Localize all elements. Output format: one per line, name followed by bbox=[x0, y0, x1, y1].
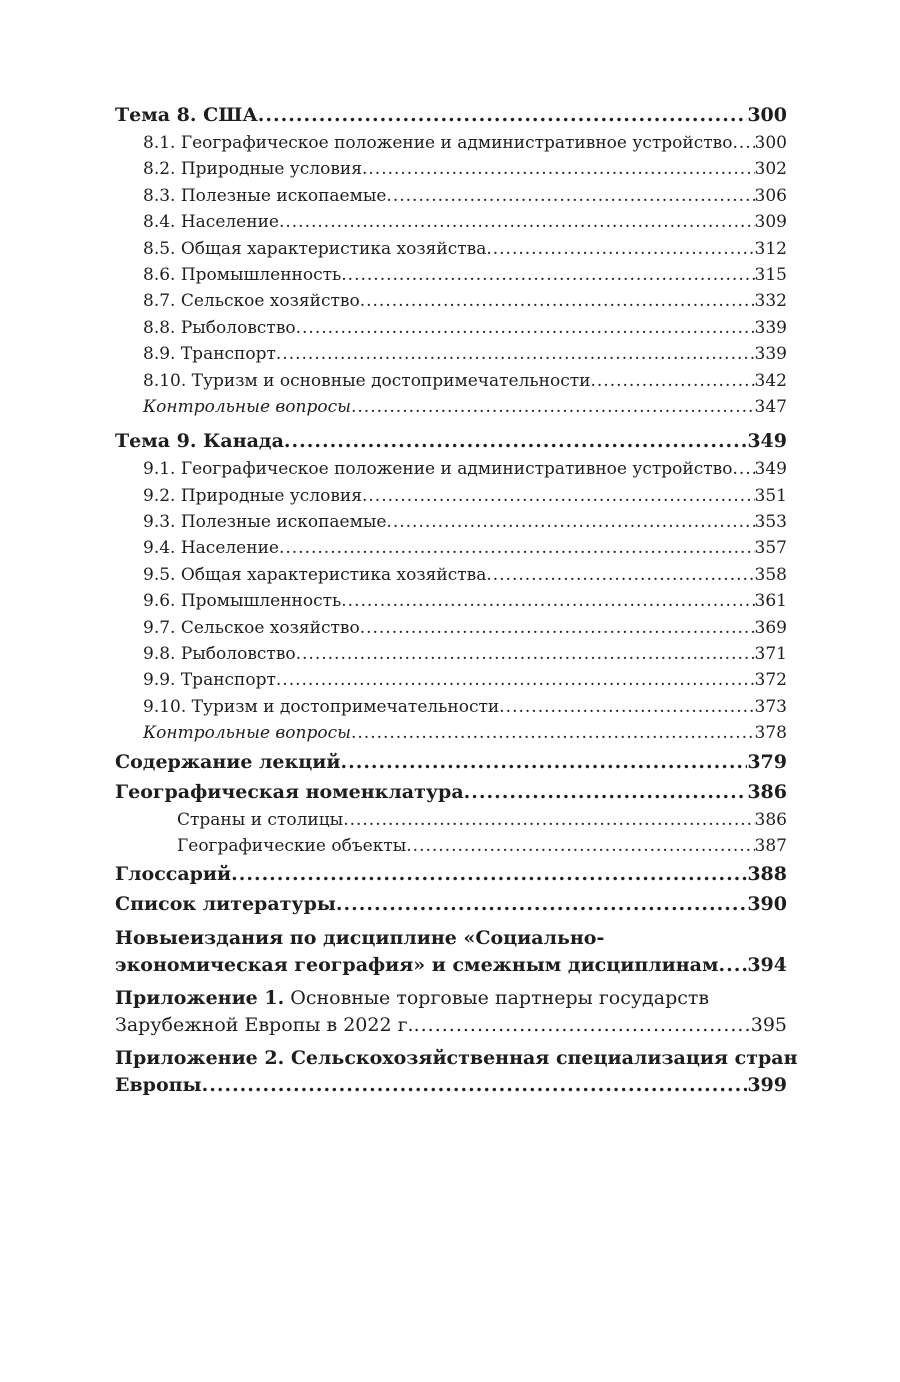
dot-leader bbox=[231, 859, 747, 889]
dot-leader bbox=[258, 100, 748, 130]
dot-leader bbox=[718, 952, 747, 979]
entry-title: Тема 9. Канада bbox=[115, 430, 284, 453]
toc-entry-new-editions[interactable] bbox=[115, 925, 787, 979]
dot-leader bbox=[279, 535, 755, 561]
toc-entry[interactable] bbox=[115, 509, 787, 535]
toc-entry[interactable] bbox=[115, 288, 787, 314]
entry-title: Контрольные вопросы bbox=[143, 723, 351, 744]
toc-entry[interactable] bbox=[115, 807, 787, 833]
entry-page: 388 bbox=[747, 863, 787, 886]
entry-title: Список литературы bbox=[115, 893, 336, 916]
toc-entry[interactable] bbox=[115, 562, 787, 588]
entry-page: 386 bbox=[747, 780, 787, 803]
entry-page: 379 bbox=[747, 750, 787, 773]
entry-title: 9.10. Туризм и достопримечательности bbox=[143, 696, 500, 717]
entry-page: 347 bbox=[754, 396, 787, 417]
toc-entry-topic-9[interactable] bbox=[115, 426, 787, 456]
entry-title: Тема 8. США bbox=[115, 104, 258, 126]
entry-title: 8.4. Население bbox=[143, 212, 279, 233]
dot-leader bbox=[590, 368, 754, 394]
toc-entry-topic-8[interactable] bbox=[115, 100, 787, 130]
toc-entry-glossary[interactable] bbox=[115, 859, 787, 889]
entry-title: 8.8. Рыболовство bbox=[143, 317, 296, 338]
toc-entry-review-questions[interactable] bbox=[115, 394, 787, 420]
toc-entry[interactable] bbox=[115, 236, 787, 262]
dot-leader bbox=[499, 694, 754, 720]
entry-title: 9.1. Географическое положение и административное устройство bbox=[143, 459, 733, 480]
entry-page: 387 bbox=[754, 835, 787, 856]
toc-entry-lectures[interactable] bbox=[115, 747, 787, 777]
entry-title: 8.5. Общая характеристика хозяйства bbox=[143, 238, 487, 259]
entry-title: 8.6. Промышленность bbox=[143, 264, 342, 285]
toc-entry[interactable] bbox=[115, 209, 787, 235]
dot-leader bbox=[343, 807, 754, 833]
entry-page: 349 bbox=[747, 430, 787, 453]
entry-title: 9.8. Рыболовство bbox=[143, 644, 296, 665]
entry-page: 306 bbox=[754, 185, 787, 206]
entry-page: 342 bbox=[754, 370, 787, 391]
entry-page: 378 bbox=[754, 723, 787, 744]
toc-entry-literature[interactable] bbox=[115, 889, 787, 919]
toc-entry[interactable] bbox=[115, 833, 787, 859]
dot-leader bbox=[362, 483, 755, 509]
toc-entry[interactable] bbox=[115, 667, 787, 693]
entry-title-line2: Европы bbox=[115, 1074, 202, 1097]
entry-title: Содержание лекций bbox=[115, 750, 341, 773]
dot-leader bbox=[360, 615, 755, 641]
toc-entry-nomenclature[interactable] bbox=[115, 777, 787, 807]
entry-page: 351 bbox=[754, 485, 787, 506]
entry-title: 8.2. Природные условия bbox=[143, 159, 362, 180]
entry-page: 361 bbox=[754, 591, 787, 612]
entry-page: 390 bbox=[747, 893, 787, 916]
dot-leader bbox=[276, 667, 755, 693]
dot-leader bbox=[351, 394, 755, 420]
toc-entry-appendix-2[interactable] bbox=[115, 1045, 798, 1099]
entry-title: 9.5. Общая характеристика хозяйства bbox=[143, 564, 487, 585]
entry-page: 371 bbox=[754, 644, 787, 665]
entry-page: 332 bbox=[754, 291, 787, 312]
entry-page: 312 bbox=[754, 238, 787, 259]
dot-leader bbox=[414, 1012, 751, 1039]
entry-page: 315 bbox=[754, 264, 787, 285]
toc-entry[interactable] bbox=[115, 183, 787, 209]
toc-entry[interactable] bbox=[115, 341, 787, 367]
entry-page: 369 bbox=[754, 617, 787, 638]
entry-title: 9.6. Промышленность bbox=[143, 591, 342, 612]
dot-leader bbox=[486, 562, 754, 588]
entry-page: 399 bbox=[747, 1074, 787, 1097]
dot-leader bbox=[296, 641, 755, 667]
entry-page: 302 bbox=[754, 159, 787, 180]
entry-title-line1: Основные торговые партнеры государств bbox=[290, 987, 710, 1010]
toc-entry[interactable] bbox=[115, 641, 787, 667]
dot-leader bbox=[341, 588, 754, 614]
dot-leader bbox=[296, 315, 755, 341]
dot-leader bbox=[351, 720, 755, 746]
entry-title: Глоссарий bbox=[115, 863, 232, 886]
entry-title: Контрольные вопросы bbox=[143, 396, 351, 417]
toc-entry[interactable] bbox=[115, 615, 787, 641]
entry-title: 9.9. Транспорт bbox=[143, 670, 276, 691]
table-of-contents bbox=[115, 100, 798, 1099]
dot-leader bbox=[386, 509, 754, 535]
entry-page: 339 bbox=[754, 344, 787, 365]
entry-title: Географические объекты bbox=[177, 835, 407, 856]
dot-leader bbox=[464, 777, 748, 807]
dot-leader bbox=[340, 747, 747, 777]
entry-page: 300 bbox=[747, 104, 787, 126]
toc-entry[interactable] bbox=[115, 535, 787, 561]
toc-entry-appendix-1[interactable] bbox=[115, 985, 787, 1039]
entry-page: 309 bbox=[754, 212, 787, 233]
entry-title-line2: экономическая география» и смежным дисциплинам bbox=[115, 954, 719, 977]
dot-leader bbox=[386, 183, 754, 209]
toc-entry[interactable] bbox=[115, 694, 787, 720]
dot-leader bbox=[360, 288, 755, 314]
dot-leader bbox=[336, 889, 747, 919]
entry-page: 300 bbox=[754, 133, 787, 153]
dot-leader bbox=[486, 236, 754, 262]
entry-title: 8.10. Туризм и основные достопримечательности bbox=[143, 370, 591, 391]
entry-title: Страны и столицы bbox=[177, 809, 344, 830]
toc-entry[interactable] bbox=[115, 588, 787, 614]
dot-leader bbox=[732, 456, 754, 482]
entry-page: 339 bbox=[754, 317, 787, 338]
toc-entry-review-questions[interactable] bbox=[115, 720, 787, 746]
entry-page: 353 bbox=[754, 512, 787, 533]
toc-entry[interactable] bbox=[115, 368, 787, 394]
entry-page: 358 bbox=[754, 564, 787, 585]
entry-title: 8.1. Географическое положение и административное устройство bbox=[143, 133, 733, 153]
entry-title: Географическая номенклатура bbox=[115, 780, 464, 803]
toc-entry[interactable] bbox=[115, 456, 787, 482]
entry-title-line2: Зарубежной Европы в 2022 г. bbox=[115, 1014, 414, 1037]
entry-title: 9.2. Природные условия bbox=[143, 485, 362, 506]
dot-leader bbox=[406, 833, 754, 859]
dot-leader bbox=[276, 341, 755, 367]
entry-title: 8.9. Транспорт bbox=[143, 344, 276, 365]
entry-title: 9.7. Сельское хозяйство bbox=[143, 617, 360, 638]
appendix-label: Приложение 1. bbox=[115, 987, 285, 1010]
entry-page: 394 bbox=[747, 954, 787, 977]
dot-leader bbox=[732, 130, 754, 156]
dot-leader bbox=[279, 209, 755, 235]
entry-title-line1: Приложение 2. Сельскохозяйственная специализация стран bbox=[115, 1047, 798, 1070]
dot-leader bbox=[284, 426, 747, 456]
entry-page: 349 bbox=[754, 459, 787, 480]
entry-title: 9.4. Население bbox=[143, 538, 279, 559]
entry-page: 373 bbox=[754, 696, 787, 717]
dot-leader bbox=[362, 156, 755, 182]
toc-entry[interactable] bbox=[115, 315, 787, 341]
toc-entry[interactable] bbox=[115, 130, 787, 156]
dot-leader bbox=[202, 1072, 748, 1099]
toc-entry[interactable] bbox=[115, 483, 787, 509]
entry-title: 9.3. Полезные ископаемые bbox=[143, 512, 387, 533]
toc-entry[interactable] bbox=[115, 156, 787, 182]
entry-title: 8.7. Сельское хозяйство bbox=[143, 291, 360, 312]
entry-page: 357 bbox=[754, 538, 787, 559]
entry-title-line1: Новыеиздания по дисциплине «Социально- bbox=[115, 927, 605, 950]
entry-title: 8.3. Полезные ископаемые bbox=[143, 185, 387, 206]
toc-entry[interactable] bbox=[115, 262, 787, 288]
entry-page: 386 bbox=[754, 809, 787, 830]
entry-page: 395 bbox=[750, 1014, 787, 1037]
dot-leader bbox=[341, 262, 754, 288]
entry-page: 372 bbox=[754, 670, 787, 691]
